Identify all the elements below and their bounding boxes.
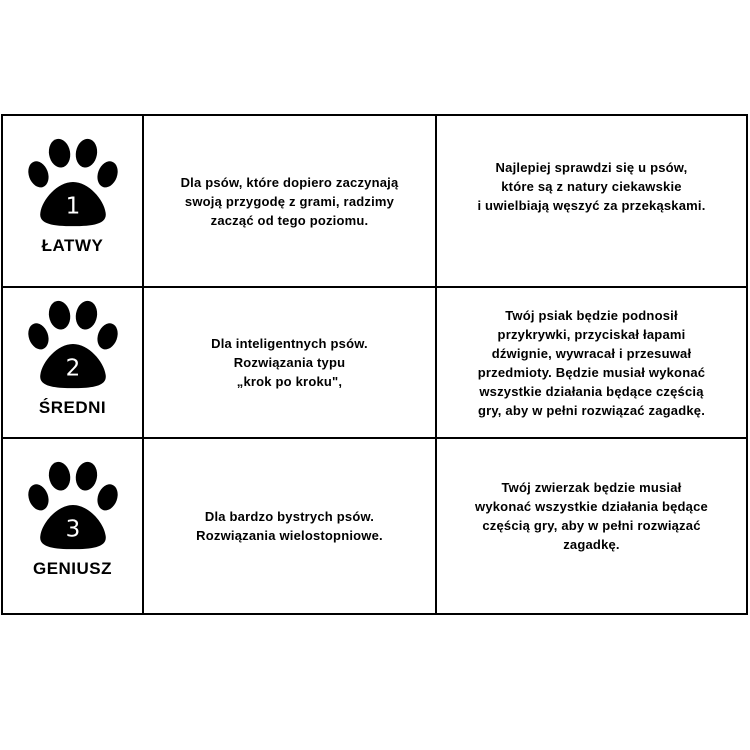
table-row-level-3 <box>3 439 746 613</box>
details-cell <box>437 288 746 437</box>
paw-number: 2 <box>65 355 80 382</box>
level-name: ŚREDNI <box>38 398 107 417</box>
level-description: Dla psów, które dopiero zaczynają swoją przygodę z grami, radzimy zacząć od tego poziomu. <box>180 174 399 228</box>
table-row-level-1 <box>3 116 746 288</box>
level-details: Twój psiak będzie podnosił przykrywki, przyciskał łapami dźwignie, wywracał i przesuwał przedmioty. Będzie musiał wykonać wszystkie działania będące częścią gry, aby w pełni rozwiązać zagadkę. <box>477 307 706 418</box>
level-description: Dla bardzo bystrych psów. Rozwiązania wielostopniowe. <box>196 509 383 543</box>
level-cell <box>3 116 144 286</box>
difficulty-table <box>1 114 748 615</box>
description-cell <box>144 116 437 286</box>
details-cell <box>437 116 746 286</box>
paw-icon <box>25 457 121 553</box>
paw-icon <box>25 134 121 230</box>
level-name: GENIUSZ <box>32 559 113 578</box>
level-details: Twój zwierzak będzie musiał wykonać wszystkie działania będące częścią gry, aby w pełni rozwiązać zagadkę. <box>475 480 708 552</box>
level-cell <box>3 439 144 613</box>
level-details: Najlepiej sprawdzi się u psów, które są z natury ciekawskie i uwielbiają węszyć za przekąskami. <box>477 159 706 213</box>
table-row-level-2 <box>3 288 746 439</box>
description-cell <box>144 439 437 613</box>
level-cell <box>3 288 144 437</box>
level-description: Dla inteligentnych psów. Rozwiązania typu „krok po kroku", <box>211 336 368 389</box>
details-cell <box>437 439 746 613</box>
level-name: ŁATWY <box>41 236 104 255</box>
paw-number: 3 <box>65 516 80 543</box>
paw-icon <box>25 296 121 392</box>
description-cell <box>144 288 437 437</box>
paw-number: 1 <box>65 193 80 220</box>
